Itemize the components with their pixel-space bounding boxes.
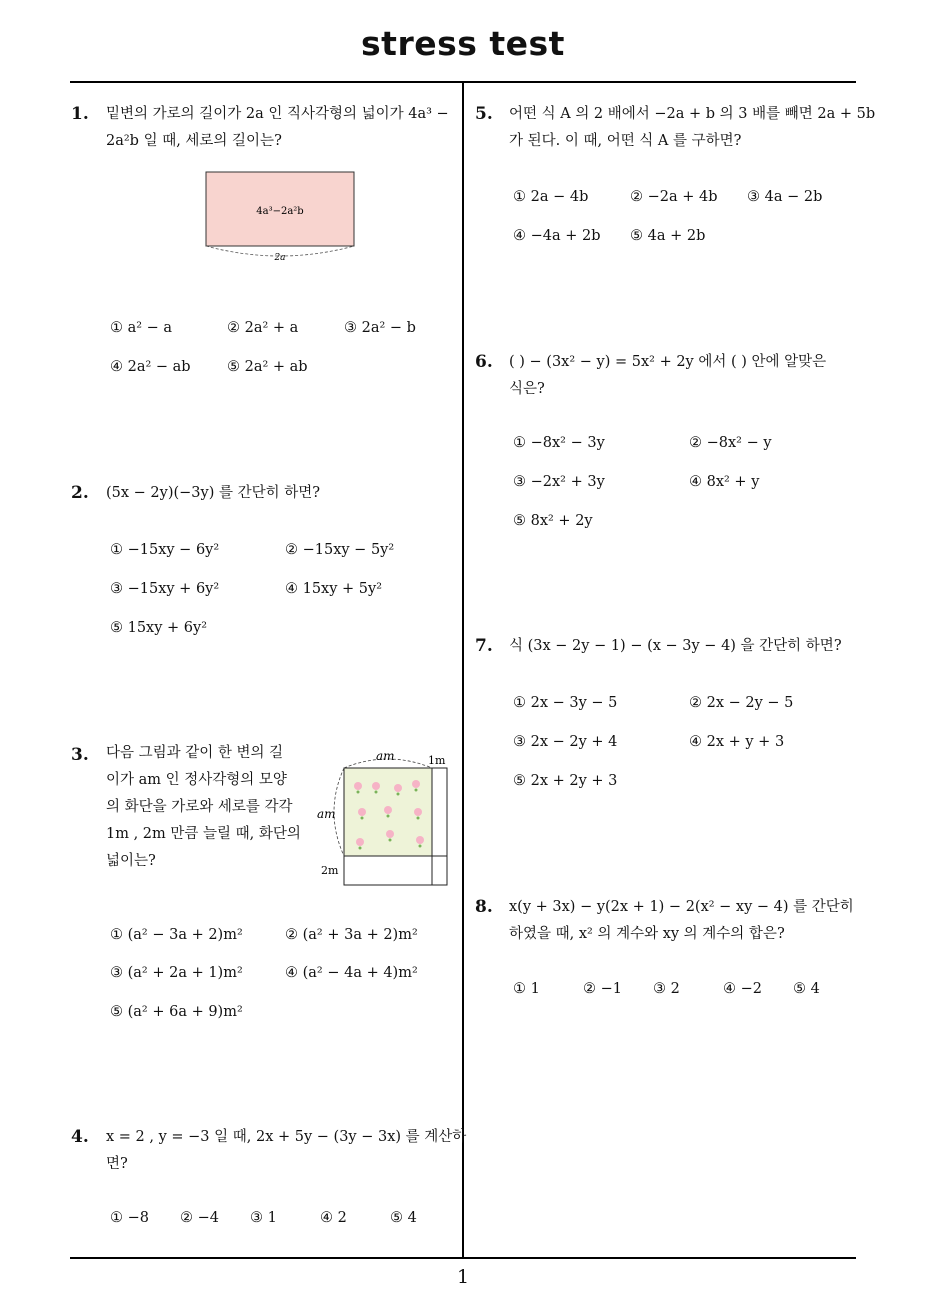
- answer-option[interactable]: ③ 2x − 2y + 4: [513, 734, 618, 750]
- answer-option[interactable]: ① −15xy − 6y²: [110, 542, 220, 558]
- answer-option[interactable]: ④ 2: [320, 1210, 347, 1226]
- answer-option[interactable]: ① −8: [110, 1210, 149, 1226]
- question-number: 7.: [475, 636, 493, 656]
- answer-option[interactable]: ① 2x − 3y − 5: [513, 695, 618, 711]
- question-text-line: 넓이는?: [106, 853, 156, 869]
- rectangle-diagram: [200, 168, 360, 264]
- answer-option[interactable]: ④ (a² − 4a + 4)m²: [285, 965, 418, 981]
- answer-option[interactable]: ⑤ 15xy + 6y²: [110, 620, 208, 636]
- answer-option[interactable]: ② 2x − 2y − 5: [689, 695, 794, 711]
- answer-option[interactable]: ⑤ 2a² + ab: [227, 359, 308, 375]
- question-text-line: 식은?: [509, 381, 545, 397]
- base-label: 2a: [274, 253, 286, 263]
- question-text-line: 가 된다. 이 때, 어떤 식 A 를 구하면?: [509, 133, 742, 149]
- area-label: 4a³−2a²b: [256, 206, 304, 217]
- answer-option[interactable]: ③ −2x² + 3y: [513, 474, 605, 490]
- question-number: 3.: [71, 745, 89, 765]
- question-text-line: 면?: [106, 1156, 128, 1172]
- page-title: stress test: [361, 24, 565, 63]
- question-text-line: 어떤 식 A 의 2 배에서 −2a + b 의 3 배를 빼면 2a + 5b: [509, 106, 876, 122]
- question-number: 8.: [475, 897, 493, 917]
- column-divider: [462, 82, 464, 1258]
- answer-option[interactable]: ④ −2: [723, 981, 762, 997]
- answer-option[interactable]: ③ 2a² − b: [344, 320, 416, 336]
- question-number: 5.: [475, 104, 493, 124]
- answer-option[interactable]: ⑤ 8x² + 2y: [513, 513, 593, 529]
- answer-option[interactable]: ② (a² + 3a + 2)m²: [285, 927, 418, 943]
- height-extension-label: 2m: [321, 864, 339, 877]
- top-length-label: am: [376, 749, 395, 763]
- question-text-line: 식 (3x − 2y − 1) − (x − 3y − 4) 을 간단히 하면?: [509, 638, 842, 654]
- answer-option[interactable]: ② 2a² + a: [227, 320, 299, 336]
- answer-option[interactable]: ⑤ 4a + 2b: [630, 228, 706, 244]
- answer-option[interactable]: ④ −4a + 2b: [513, 228, 601, 244]
- answer-option[interactable]: ⑤ 4: [793, 981, 820, 997]
- question-text-line: (5x − 2y)(−3y) 를 간단히 하면?: [106, 485, 321, 501]
- answer-option[interactable]: ③ 4a − 2b: [747, 189, 823, 205]
- answer-option[interactable]: ⑤ 4: [390, 1210, 417, 1226]
- answer-option[interactable]: ① 2a − 4b: [513, 189, 589, 205]
- answer-option[interactable]: ② −15xy − 5y²: [285, 542, 395, 558]
- answer-option[interactable]: ⑤ (a² + 6a + 9)m²: [110, 1004, 243, 1020]
- answer-option[interactable]: ③ −15xy + 6y²: [110, 581, 220, 597]
- answer-option[interactable]: ① −8x² − 3y: [513, 435, 605, 451]
- question-number: 6.: [475, 352, 493, 372]
- flowerbed-diagram: [316, 748, 456, 890]
- answer-option[interactable]: ② −2a + 4b: [630, 189, 718, 205]
- answer-option[interactable]: ② −8x² − y: [689, 435, 772, 451]
- answer-option[interactable]: ② −1: [583, 981, 622, 997]
- question-text-line: 밑변의 가로의 길이가 2a 인 직사각형의 넓이가 4a³ −: [106, 106, 449, 122]
- question-text-line: x = 2 , y = −3 일 때, 2x + 5y − (3y − 3x) 를 계산하: [106, 1129, 467, 1145]
- answer-option[interactable]: ④ 15xy + 5y²: [285, 581, 383, 597]
- answer-option[interactable]: ⑤ 2x + 2y + 3: [513, 773, 618, 789]
- question-text-line: 다음 그림과 같이 한 변의 길: [106, 745, 284, 761]
- question-text-line: ( ) − (3x² − y) = 5x² + 2y 에서 ( ) 안에 알맞은: [509, 354, 827, 370]
- answer-option[interactable]: ③ 1: [250, 1210, 277, 1226]
- answer-option[interactable]: ① a² − a: [110, 320, 173, 336]
- answer-option[interactable]: ① 1: [513, 981, 540, 997]
- question-text-line: 1m , 2m 만큼 늘릴 때, 화단의: [106, 826, 301, 842]
- answer-option[interactable]: ④ 2x + y + 3: [689, 734, 785, 750]
- question-text-line: 2a²b 일 때, 세로의 길이는?: [106, 133, 282, 149]
- width-extension-label: 1m: [428, 754, 446, 767]
- side-length-label: am: [317, 807, 336, 821]
- answer-option[interactable]: ④ 2a² − ab: [110, 359, 191, 375]
- question-text-line: 의 화단을 가로와 세로를 각각: [106, 799, 293, 815]
- question-text-line: 하였을 때, x² 의 계수와 xy 의 계수의 합은?: [509, 926, 785, 942]
- page-number: 1: [456, 1266, 470, 1288]
- answer-option[interactable]: ① (a² − 3a + 2)m²: [110, 927, 243, 943]
- answer-option[interactable]: ③ 2: [653, 981, 680, 997]
- question-number: 1.: [71, 104, 89, 124]
- question-text-line: x(y + 3x) − y(2x + 1) − 2(x² − xy − 4) 를 간단히: [509, 899, 854, 915]
- question-number: 4.: [71, 1127, 89, 1147]
- bottom-divider: [70, 1257, 856, 1259]
- question-number: 2.: [71, 483, 89, 503]
- answer-option[interactable]: ③ (a² + 2a + 1)m²: [110, 965, 243, 981]
- answer-option[interactable]: ④ 8x² + y: [689, 474, 760, 490]
- question-text-line: 이가 am 인 정사각형의 모양: [106, 772, 287, 788]
- answer-option[interactable]: ② −4: [180, 1210, 219, 1226]
